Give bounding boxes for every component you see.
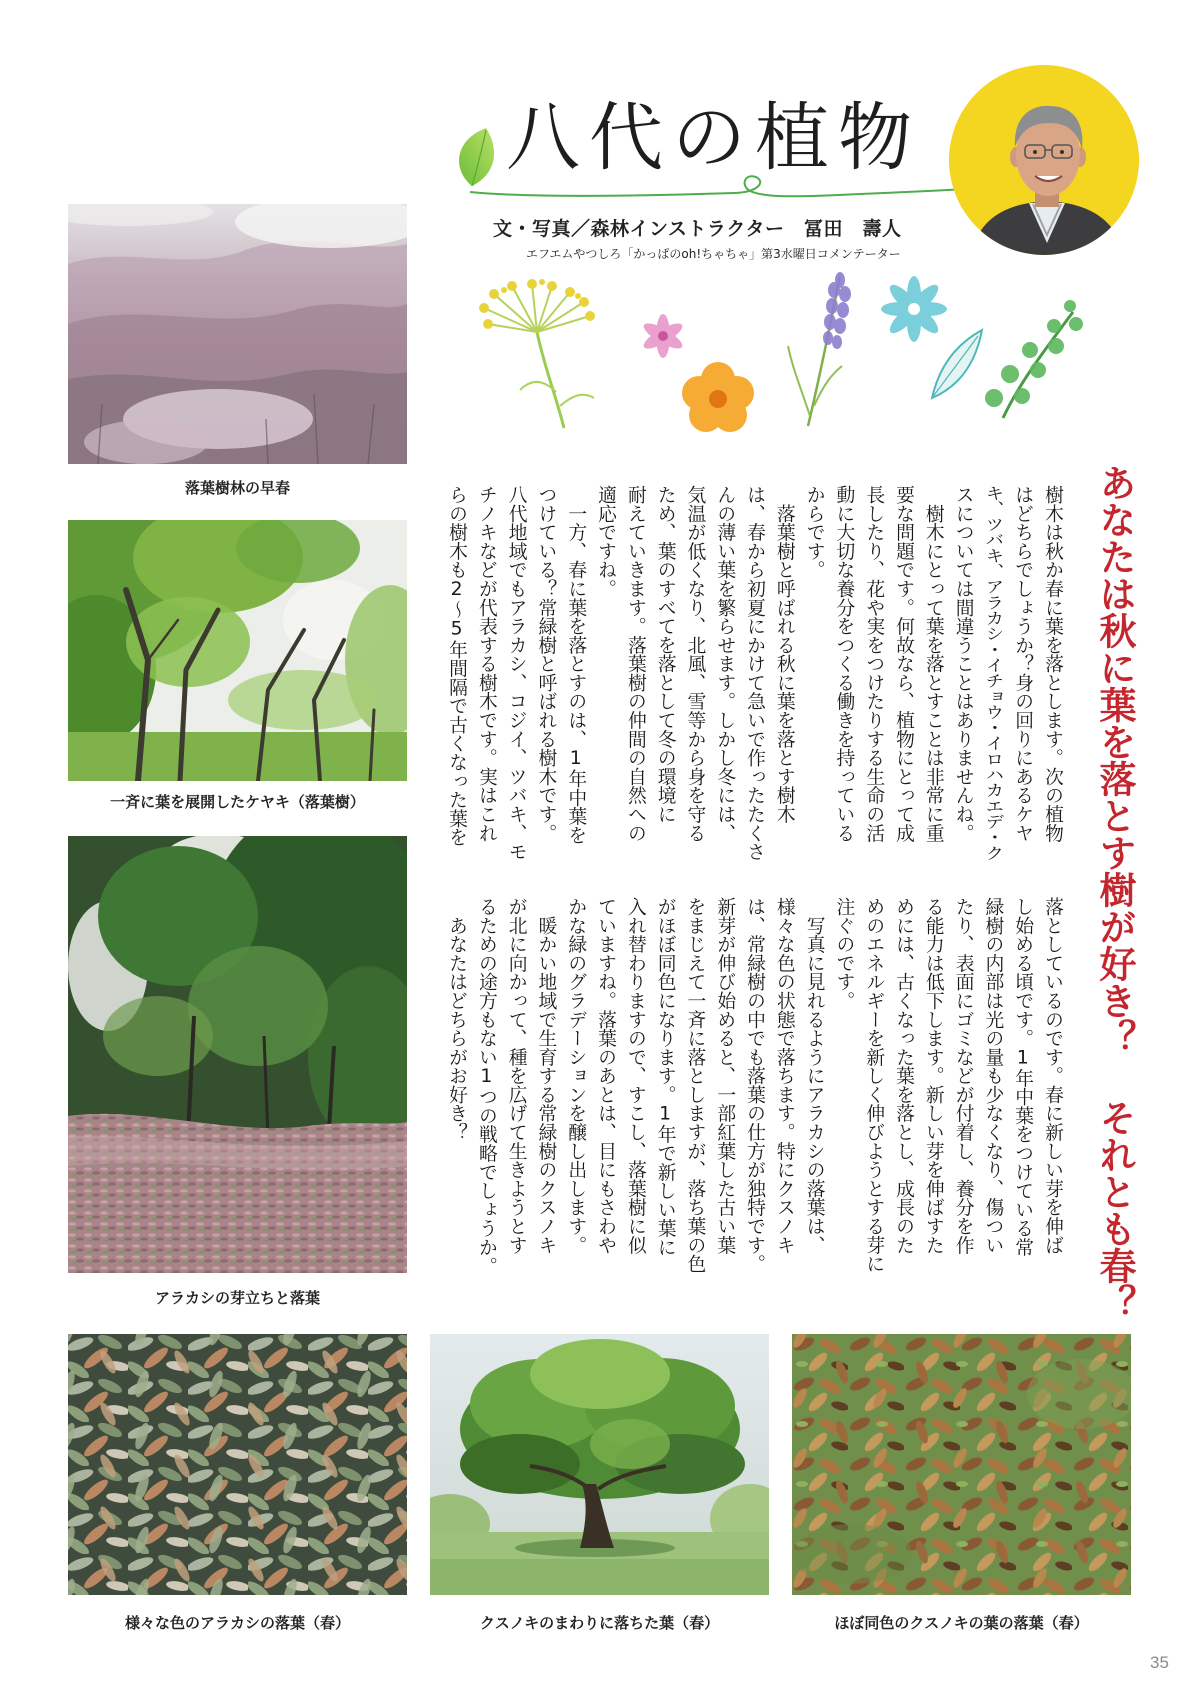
text-column: 適応ですね。 (595, 485, 617, 598)
photo-caption: クスノキのまわりに落ちた葉（春） (479, 1614, 720, 1632)
eucalyptus-branch-icon (985, 300, 1083, 418)
leaf-icon (459, 128, 494, 186)
body-text-upper (441, 485, 1067, 877)
text-column: る能力は低下します。新しい芽を伸ばすた (922, 897, 944, 1255)
text-column: し始める頃です。1年中葉をつけている常 (1012, 897, 1034, 1257)
photo-arakashi-budding-leaf-fall (68, 836, 407, 1273)
pink-star-flower-icon (640, 314, 685, 358)
author-portrait (949, 65, 1139, 255)
blue-flower-icon (881, 276, 947, 342)
text-column: 八代地域でもアラカシ、コジイ、ツバキ、モ (505, 485, 527, 861)
photo-camphor-leaf-litter (792, 1334, 1131, 1595)
text-column: かな緑のグラデーションを醸し出します。 (565, 897, 587, 1255)
page-title: 八代の植物 (506, 95, 921, 181)
text-column: たり、表面にゴミなどが付着し、養分を作 (952, 897, 974, 1255)
text-column: るための途方もない1つの戦略でしょうか。 (475, 897, 497, 1276)
byline: 文・写真／森林インストラクター 冨田 壽人 (493, 218, 902, 240)
umbel-flower-icon (479, 279, 595, 428)
text-column: 要な問題です。何故なら、植物にとって成 (893, 485, 915, 843)
byline-subtitle: エフエムやつしろ「かっぱのoh!ちゃちゃ」第3水曜日コメンテーター (526, 247, 901, 261)
text-column: 落としているのです。春に新しい芽を伸ば (1042, 897, 1063, 1255)
text-column: 新芽が伸び始めると、一部紅葉した古い葉 (714, 897, 736, 1255)
text-column: 動に大切な養分をつくる働きを持っている (833, 485, 855, 843)
text-column: ため、葉のすべてを落として冬の環境に (654, 485, 676, 824)
text-column: がほぼ同色になります。1年で新しい葉に (654, 897, 676, 1257)
text-column: をまじえて一斉に落としますが、落ち葉の色 (684, 897, 706, 1273)
text-column: が北に向かって、種を広げて生きようとす (505, 897, 527, 1255)
photo-deciduous-forest-early-spring (68, 204, 407, 464)
text-column: 緑樹の内部は光の量も少なくなり、傷つい (982, 897, 1004, 1255)
text-column: 一方、春に葉を落とすのは、1年中葉を (565, 485, 587, 845)
orange-flower-icon (682, 362, 754, 432)
text-column: 様々な色の状態で落ちます。特にクスノキ (773, 897, 795, 1255)
photo-caption: アラカシの芽立ちと落葉 (154, 1289, 320, 1307)
photo-camphor-tree-fallen-leaves (430, 1334, 769, 1595)
text-column: は、常緑樹の中でも落葉の仕方が独特です。 (744, 897, 766, 1273)
text-column: 落葉樹と呼ばれる秋に葉を落とす樹木 (773, 485, 795, 824)
lavender-icon (788, 272, 851, 426)
text-column: 暖かい地域で生育する常緑樹のクスノキ (535, 897, 557, 1255)
text-column: チノキなどが代表する樹木です。実はこれ (475, 485, 497, 843)
photo-caption: 一斉に葉を展開したケヤキ（落葉樹） (110, 793, 365, 811)
text-column: 耐えていきます。落葉樹の仲間の自然への (624, 485, 646, 843)
text-column: キ、ツバキ、アラカシ・イチョウ・イロハカエデ・ク (982, 485, 1004, 861)
photo-arakashi-fallen-leaves (68, 1334, 407, 1595)
text-column: 樹木は秋か春に葉を落とします。次の植物 (1042, 485, 1063, 843)
page-number: 35 (1150, 1653, 1169, 1672)
text-column: らの樹木も2～5年間隔で古くなった葉を (446, 485, 468, 847)
text-column: つけている？常緑樹と呼ばれる樹木です。 (535, 485, 557, 843)
text-column: 入れ替わりますので、すこし、落葉樹に似 (624, 897, 646, 1255)
photo-caption: 落葉樹林の早春 (184, 479, 290, 497)
text-column: ていますね。落葉のあとは、目にもさわや (595, 897, 617, 1255)
text-column: 樹木にとって葉を落とすことは非常に重 (922, 485, 944, 843)
text-column: あなたはどちらがお好き？ (446, 897, 468, 1142)
text-column: からです。 (803, 485, 825, 579)
text-column: んの薄い葉を繁らせます。しかし冬には、 (714, 485, 736, 843)
leaf-outline-icon (932, 330, 982, 398)
text-column: 写真に見れるようにアラカシの落葉は、 (803, 897, 825, 1255)
text-column: めには、古くなった葉を落とし、成長のた (893, 897, 915, 1255)
text-column: 気温が低くなり、北風、雪等から身を守る (684, 485, 706, 843)
text-column: スについては間違うことはありませんね。 (952, 485, 974, 843)
text-column: めのエネルギーを新しく伸びようとする芽に (863, 897, 885, 1273)
text-column: 長したり、花や実をつけたりする生命の活 (863, 485, 885, 843)
text-column: は、春から初夏にかけて急いで作ったたくさ (744, 485, 766, 861)
plant-illustrations (470, 266, 1090, 438)
body-text-lower (441, 897, 1067, 1289)
headline: あなたは秋に葉を落とす樹が好き？ それとも春？ (1093, 464, 1136, 1321)
photo-caption: 様々な色のアラカシの落葉（春） (124, 1614, 350, 1632)
text-column: 注ぐのです。 (833, 897, 855, 1010)
text-column: はどちらでしょうか？身の回りにあるケヤ (1012, 485, 1034, 843)
photo-zelkova-leaf-out (68, 520, 407, 781)
photo-caption: ほぼ同色のクスノキの葉の落葉（春） (834, 1614, 1089, 1632)
